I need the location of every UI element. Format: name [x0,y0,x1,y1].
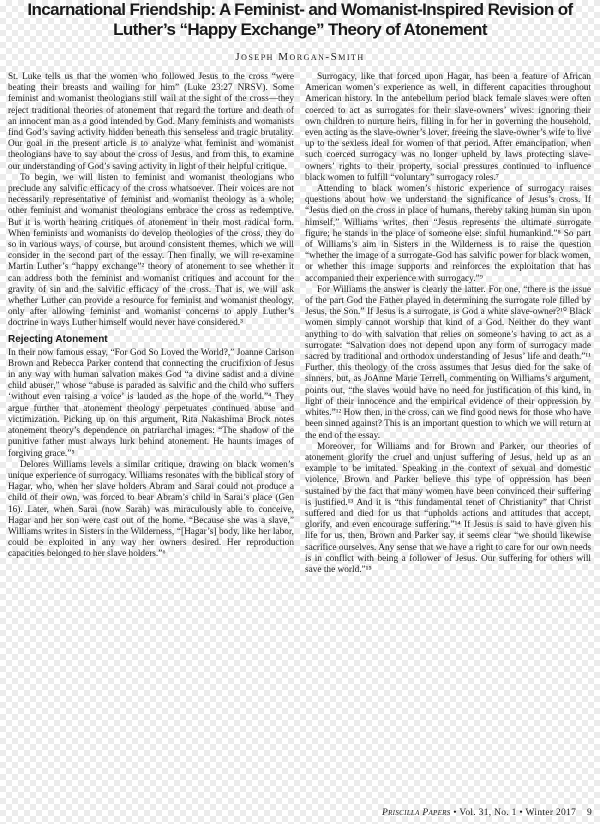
paragraph: Attending to black women’s historic experience of surrogacy raises questions about how we understand the significance of Jesus’s cross. If “Jesus died on the cross in place of humans, thereby taking human sin upon himself,” Williams writes, then “Jesus represents the ultimate surrogate figure; he stands in the place of someone else: sinful humankind.”⁸ So part of Williams’s aim in Sisters in the Wilderness is to raise the question “whether the image of a surrogate-God has salvific power for black women, or whether this image supports and reinforces the exploitation that has accompanied their experience with surrogacy.”⁹ [305,184,591,284]
page-footer [382,808,592,818]
paragraph: In their now famous essay, “For God So Loved the World?,” Joanne Carlson Brown and Rebecca Parker contend that connecting the crucifixion of Jesus in any way with human salvation makes God “a divine sadist and a divine child abuser,” whose “abuse is paraded as salvific and the child who suffers ‘without even raising a voice’ is lauded as the hope of the world.”⁴ They argue further that atonement theology perpetuates continued abuse and victimization. Picking up on this argument, Rita Nakashima Brock notes atonement theory’s dependence on patriarchal images: “The shadow of the punitive father must always lurk behind atonement. He haunts images of forgiving grace.”⁵ [8,347,294,459]
issue-info: • Vol. 31, No. 1 • Winter 2017 [453,808,577,818]
journal-name: Priscilla Papers [382,808,451,818]
article-author: Joseph Morgan-Smith [235,51,365,63]
article-title: Incarnational Friendship: A Feminist- and Womanist-Inspired Revision of Luther’s “Happy Exchange” Theory of Atonement [27,0,573,39]
paragraph: Delores Williams levels a similar critique, drawing on black women’s unique experience of surrogacy. Williams resonates with the biblical story of Hagar, who, when her slave holders Abram and Sarai could not produce a child of their own, was forced to bear Abram’s child in Sarai’s place (Gen 16). Later, when Sarai (now Sarah) was miraculously able to conceive, Hagar and her son were cast out of the home. “Because she was a slave,” Williams writes in Sisters in the Wilderness, “[Hagar’s] body, like her labor, could be exploited in any way her owners desired. Her reproduction capacities belonged to her slave holders.”⁶ [8,459,294,560]
paragraph: Moreover, for Williams and for Brown and Parker, our theories of atonement glorify the cruel and unjust suffering of Jesus, held up as an example to be imitated. Speaking in the context of sexual and domestic violence, Brown and Parker believe this type of oppression has been sustained by the fact that many women have been convinced their suffering is justified.¹³ And it is “this fundamental tenet of Christianity” that Christ suffered and died for us that “upholds actions and attitudes that accept, glorify, and even encourage suffering.”¹⁴ If Jesus is said to have given his life for us, then, Brown and Parker say, it seems clear “we should likewise sacrifice ourselves. Any sense that we have a right to care for our own needs is in conflict with being a follower of Jesus. Our suffering for others will save the world.”¹⁵ [305,441,591,575]
paragraph: For Williams the answer is clearly the latter. For one, “there is the issue of the part God the Father played in determining the surrogate role filled by Jesus, the Son.” If Jesus is a surrogate, is God a white slave-owner?¹⁰ Black women simply cannot worship that kind of a God. Neither do they want anything to do with salvation that relies on someone’s having to act as a surrogate: “Salvation does not depend upon any form of surrogacy made sacred by traditional and orthodox understanding of Jesus’ life and death.”¹¹ Further, this theology of the cross assumes that Jesus died for the sake of sinners, but, as JoAnne Marie Terrell, commenting on Williams’s argument, points out, “the slaves would have no need for justification of this kind, in light of their innocence and the empirical evidence of their oppression by whites.”¹² How then, in the cross, can we find good news for those who have been sinned against? This is an important question to which we will return at the end of the essay. [305,284,591,441]
paragraph: To begin, we will listen to feminist and womanist theologians who preclude any salvific efficacy of the cross whatsoever. Their voices are not necessarily representative of feminist and womanist theology as a whole; other feminist and womanist theologians embrace the cross as redemptive. But it is worth hearing critiques of atonement in their most radical form. When feminists and womanists do develop theologies of the cross, they do so in various ways, of course, but around consistent themes, which we will consider in the second part of the essay. Then finally, we will re-examine Martin Luther’s “happy exchange”² theory of atonement to see whether it can address both the feminist and womanist critiques and account for the gravity of sin and the salvific efficacy of the cross. That is, we will ask whether Luther can provide a resource for feminist and womanist theology, only after allowing feminist and womanist concerns to apply Luther’s doctrine in ways Luther himself would never have considered.³ [8,172,294,329]
right-column [305,72,591,576]
paragraph: St. Luke tells us that the women who followed Jesus to the cross “were beating their breasts and wailing for him” (Luke 23:27 NRSV). Some feminist and womanist theologians still wail at the sight of the cross—they reject traditional theories of atonement that regard the torture and death of an innocent man as a good intended by God. Many feminists and womanists find God’s saving activity hidden beneath this senseless and tragic brutality. Our goal in the present article is to analyze what feminist and womanist theologians have to say about the cross of Jesus, and from this, to examine our understanding of God’s saving activity in light of their helpful critique. [8,72,294,172]
section-heading: Rejecting Atonement [8,333,108,345]
paragraph: Surrogacy, like that forced upon Hagar, has been a feature of African American women’s experience as well, in different capacities throughout American history. In the antebellum period black female slaves were often coerced to act as surrogates for their slave-owners’ wives: ignoring their own children to nurture heirs, filling in for her in governing the household, even acting as the slave-owner’s lover, freeing the slave-owner’s wife to live up to the sexless ideal for women of that period. After emancipation, when such coerced surrogacy was no longer upheld by laws protecting slave-owners’ rights to their property, social pressures continued to influence black women to fulfill “voluntary” surrogacy roles.⁷ [305,72,591,183]
left-column [8,72,294,561]
page-number: 9 [586,808,592,818]
